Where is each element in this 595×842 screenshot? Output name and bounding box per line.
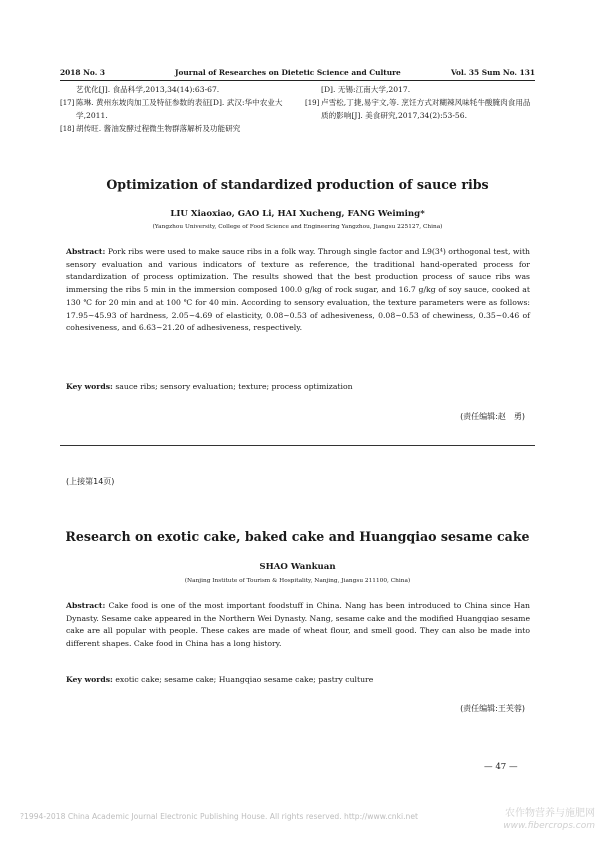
- references-left-column: [60, 83, 300, 135]
- section-divider: [60, 445, 535, 446]
- issue-number: 2018 No. 3: [60, 68, 105, 77]
- article2-title: Research on exotic cake, baked cake and Huangqiao sesame cake: [65, 529, 530, 544]
- header-rule: [60, 80, 535, 81]
- copyright-footer: ?1994-2018 China Academic Journal Electronic Publishing House. All rights reserved. http://www.cnki.net: [20, 812, 419, 821]
- article1-affiliation: (Yangzhou University, College of Food Science and Engineering Yangzhou, Jiangsu 225127, China): [152, 224, 443, 230]
- article1-keywords: [66, 382, 530, 391]
- article2-editor: (责任编辑:王芙蓉): [460, 704, 525, 713]
- reference-item: [18] 胡传旺. 酱油发酵过程微生物群落解析及功能研究: [60, 124, 241, 133]
- page-number: — 47 —: [484, 762, 518, 772]
- watermark-url: www.fibercrops.com: [503, 821, 595, 831]
- article2-abstract: [66, 600, 530, 651]
- article2-authors: SHAO Wankuan: [259, 562, 336, 572]
- reference-item: 艺优化[J]. 食品科学,2013,34(14):63-67.: [76, 85, 220, 94]
- abstract-text: Cake food is one of the most important foodstuff in China. Nang has been introduced to China since Han Dynasty. Sesame cake appeared in the Northern Wei Dynasty. Nang, sesame cake and the modified Huangqiao sesame cake are all popular with people. These cakes are made of wheat flour, and smell good. They can also be made into different shapes. Cake food in China has a long history.: [66, 601, 530, 649]
- reference-item: [17] 陈琳. 黄州东坡肉加工及特征参数的表征[D]. 武汉:华中农业大学,2011.: [60, 98, 283, 120]
- abstract-label: Abstract:: [66, 247, 106, 256]
- journal-name: Journal of Researches on Dietetic Science and Culture: [175, 68, 401, 77]
- reference-item: [D]. 无锡:江南大学,2017.: [321, 85, 411, 94]
- keywords-label: Key words:: [66, 675, 113, 684]
- article1-title: Optimization of standardized production of sauce ribs: [106, 177, 489, 192]
- volume-number: Vol. 35 Sum No. 131: [450, 68, 535, 77]
- keywords-text: exotic cake; sesame cake; Huangqiao sesame cake; pastry culture: [112, 675, 374, 684]
- abstract-text: Pork ribs were used to make sauce ribs in a folk way. Through single factor and L9(3⁴) orthogonal test, with sensory evaluation and various indicators of texture as reference, the traditional hand-operated process for standardization of process optimization. The results showed that the best production process of sauce ribs was immersing the ribs 5 min in the immersion composed 100.0 g/kg of rock sugar, and 16.7 g/kg of soy sauce, cooked at 130 ℃ for 20 min and at 100 ℃ for 40 min. According to sensory evaluation, the texture parameters were as follows: 17.95~45.93 of hardness, 2.05~4.69 of elasticity, 0.08~0.53 of adhesiveness, 0.08~0.53 of chewiness, 0.35~0.46 of cohesiveness, and 6.63~21.20 of adhesiveness, respectively.: [66, 247, 530, 333]
- article1-authors: LIU Xiaoxiao, GAO Li, HAI Xucheng, FANG Weiming*: [170, 209, 425, 219]
- keywords-text: sauce ribs; sensory evaluation; texture; process optimization: [112, 382, 353, 391]
- article2-keywords: [66, 675, 530, 684]
- article1-editor: (责任编辑:赵 勇): [460, 412, 525, 421]
- watermark: [470, 808, 595, 832]
- reference-item: [19] 卢雪松,丁捷,易宇文,等. 烹饪方式对糊辣风味牦牛酸腌肉食用品质的影响[J]. 美食研究,2017,34(2):53-56.: [305, 98, 531, 120]
- watermark-title: 农作物营养与施肥网: [505, 808, 595, 819]
- article2-affiliation: (Nanjing Institute of Tourism & Hospitality, Nanjing, Jiangsu 211100, China): [184, 578, 411, 584]
- references-right-column: [305, 83, 537, 122]
- continued-note: (上接第14页): [66, 477, 115, 486]
- abstract-label: Abstract:: [66, 601, 106, 610]
- keywords-label: Key words:: [66, 382, 113, 391]
- article1-abstract: [66, 246, 530, 335]
